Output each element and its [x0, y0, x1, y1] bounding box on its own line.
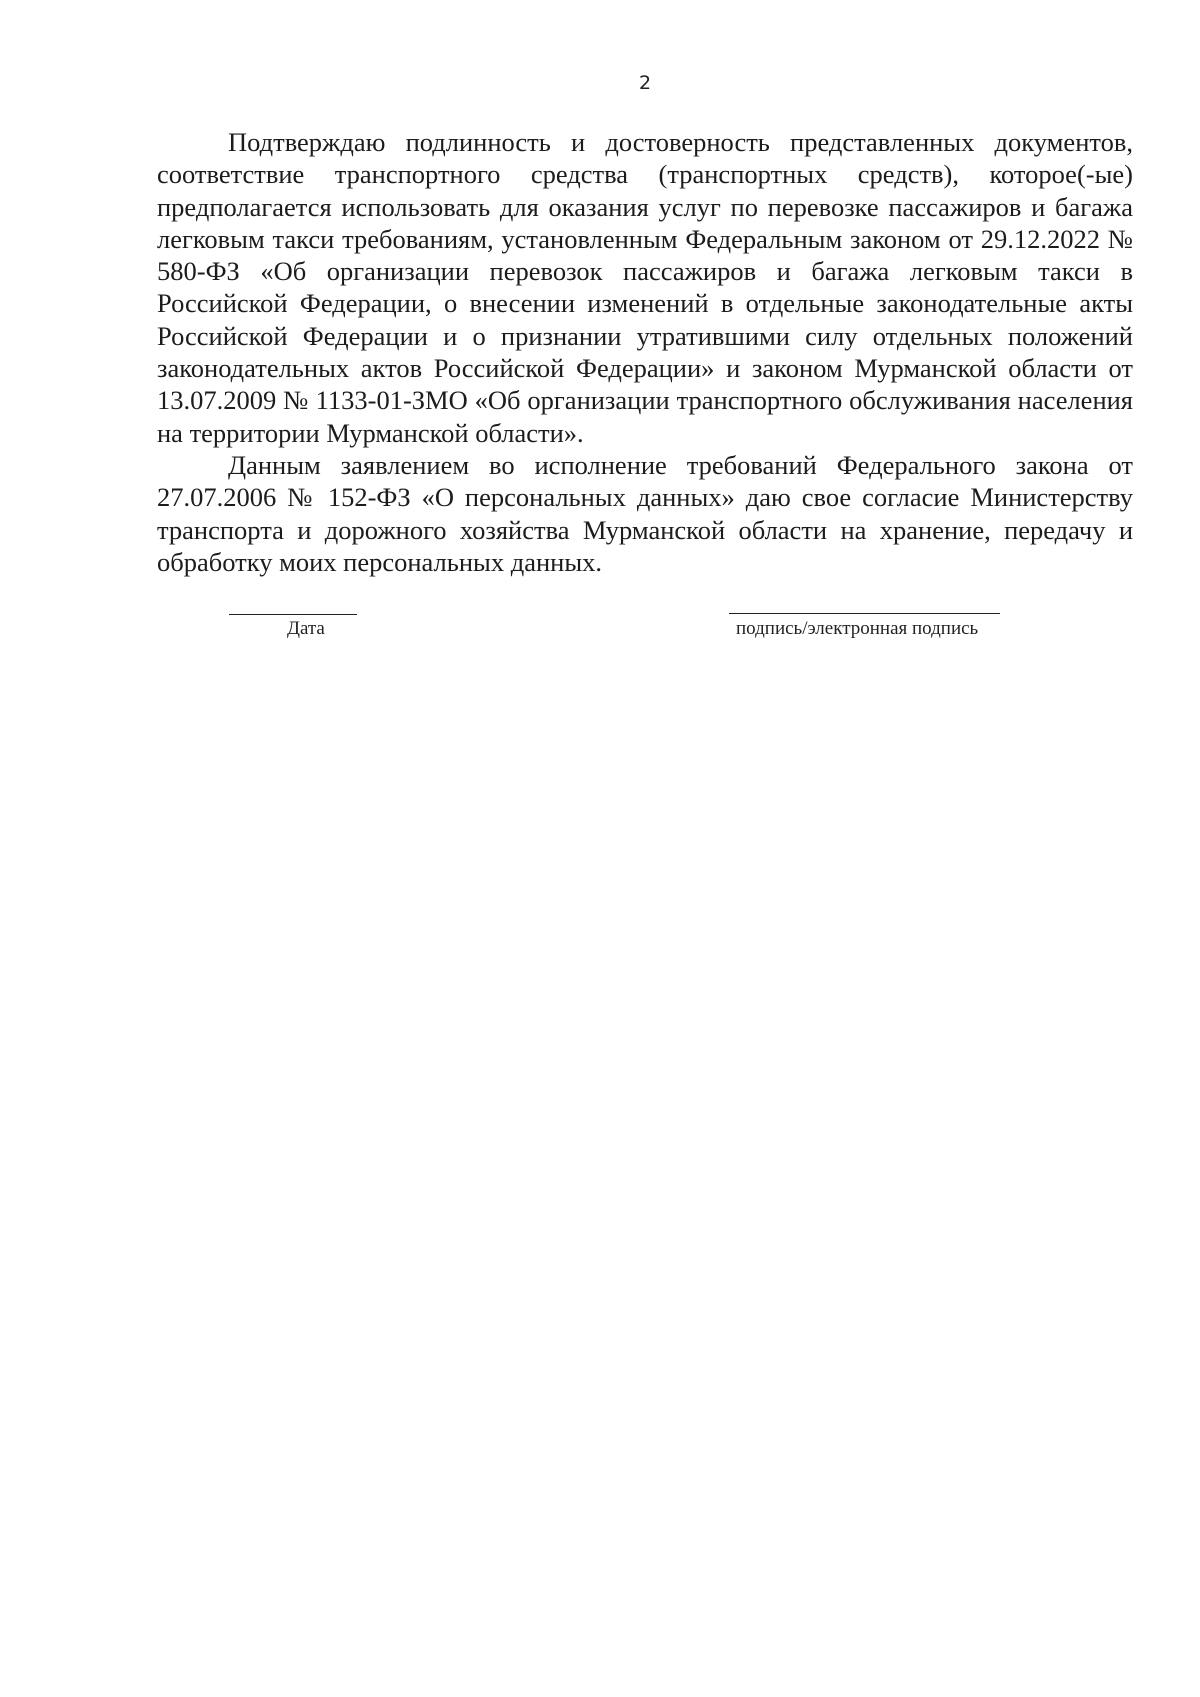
document-body [157, 126, 1133, 578]
date-line [229, 614, 357, 615]
page-number: 2 [638, 72, 652, 94]
signature-line [729, 613, 1000, 614]
paragraph-personal-data-consent: Данным заявлением во исполнение требований Федерального закона от 27.07.2006 № 152-ФЗ «О персональных данных» даю свое согласие Министерству транспорта и дорожного хозяйства Мурманской области на хранение, передачу и обработку моих персональных данных. [157, 449, 1133, 577]
paragraph-authenticity-confirmation: Подтверждаю подлинность и достоверность представленных документов, соответствие транспортного средства (транспортных средств), которое(-ые) предполагается использовать для оказания услуг по перевозке пассажиров и багажа легковым такси требованиям, установленным Федеральным законом от 29.12.2022 № 580-ФЗ «Об организации перевозок пассажиров и багажа легковым такси в Российской Федерации, о внесении изменений в отдельные законодательные акты Российской Федерации и о признании утратившими силу отдельных положений законодательных актов Российской Федерации» и законом Мурманской области от 13.07.2009 № 1133-01-ЗМО «Об организации транспортного обслуживания населения на территории Мурманской области». [157, 127, 1133, 448]
date-caption: Дата [287, 618, 325, 639]
signature-caption: подпись/электронная подпись [736, 618, 979, 639]
